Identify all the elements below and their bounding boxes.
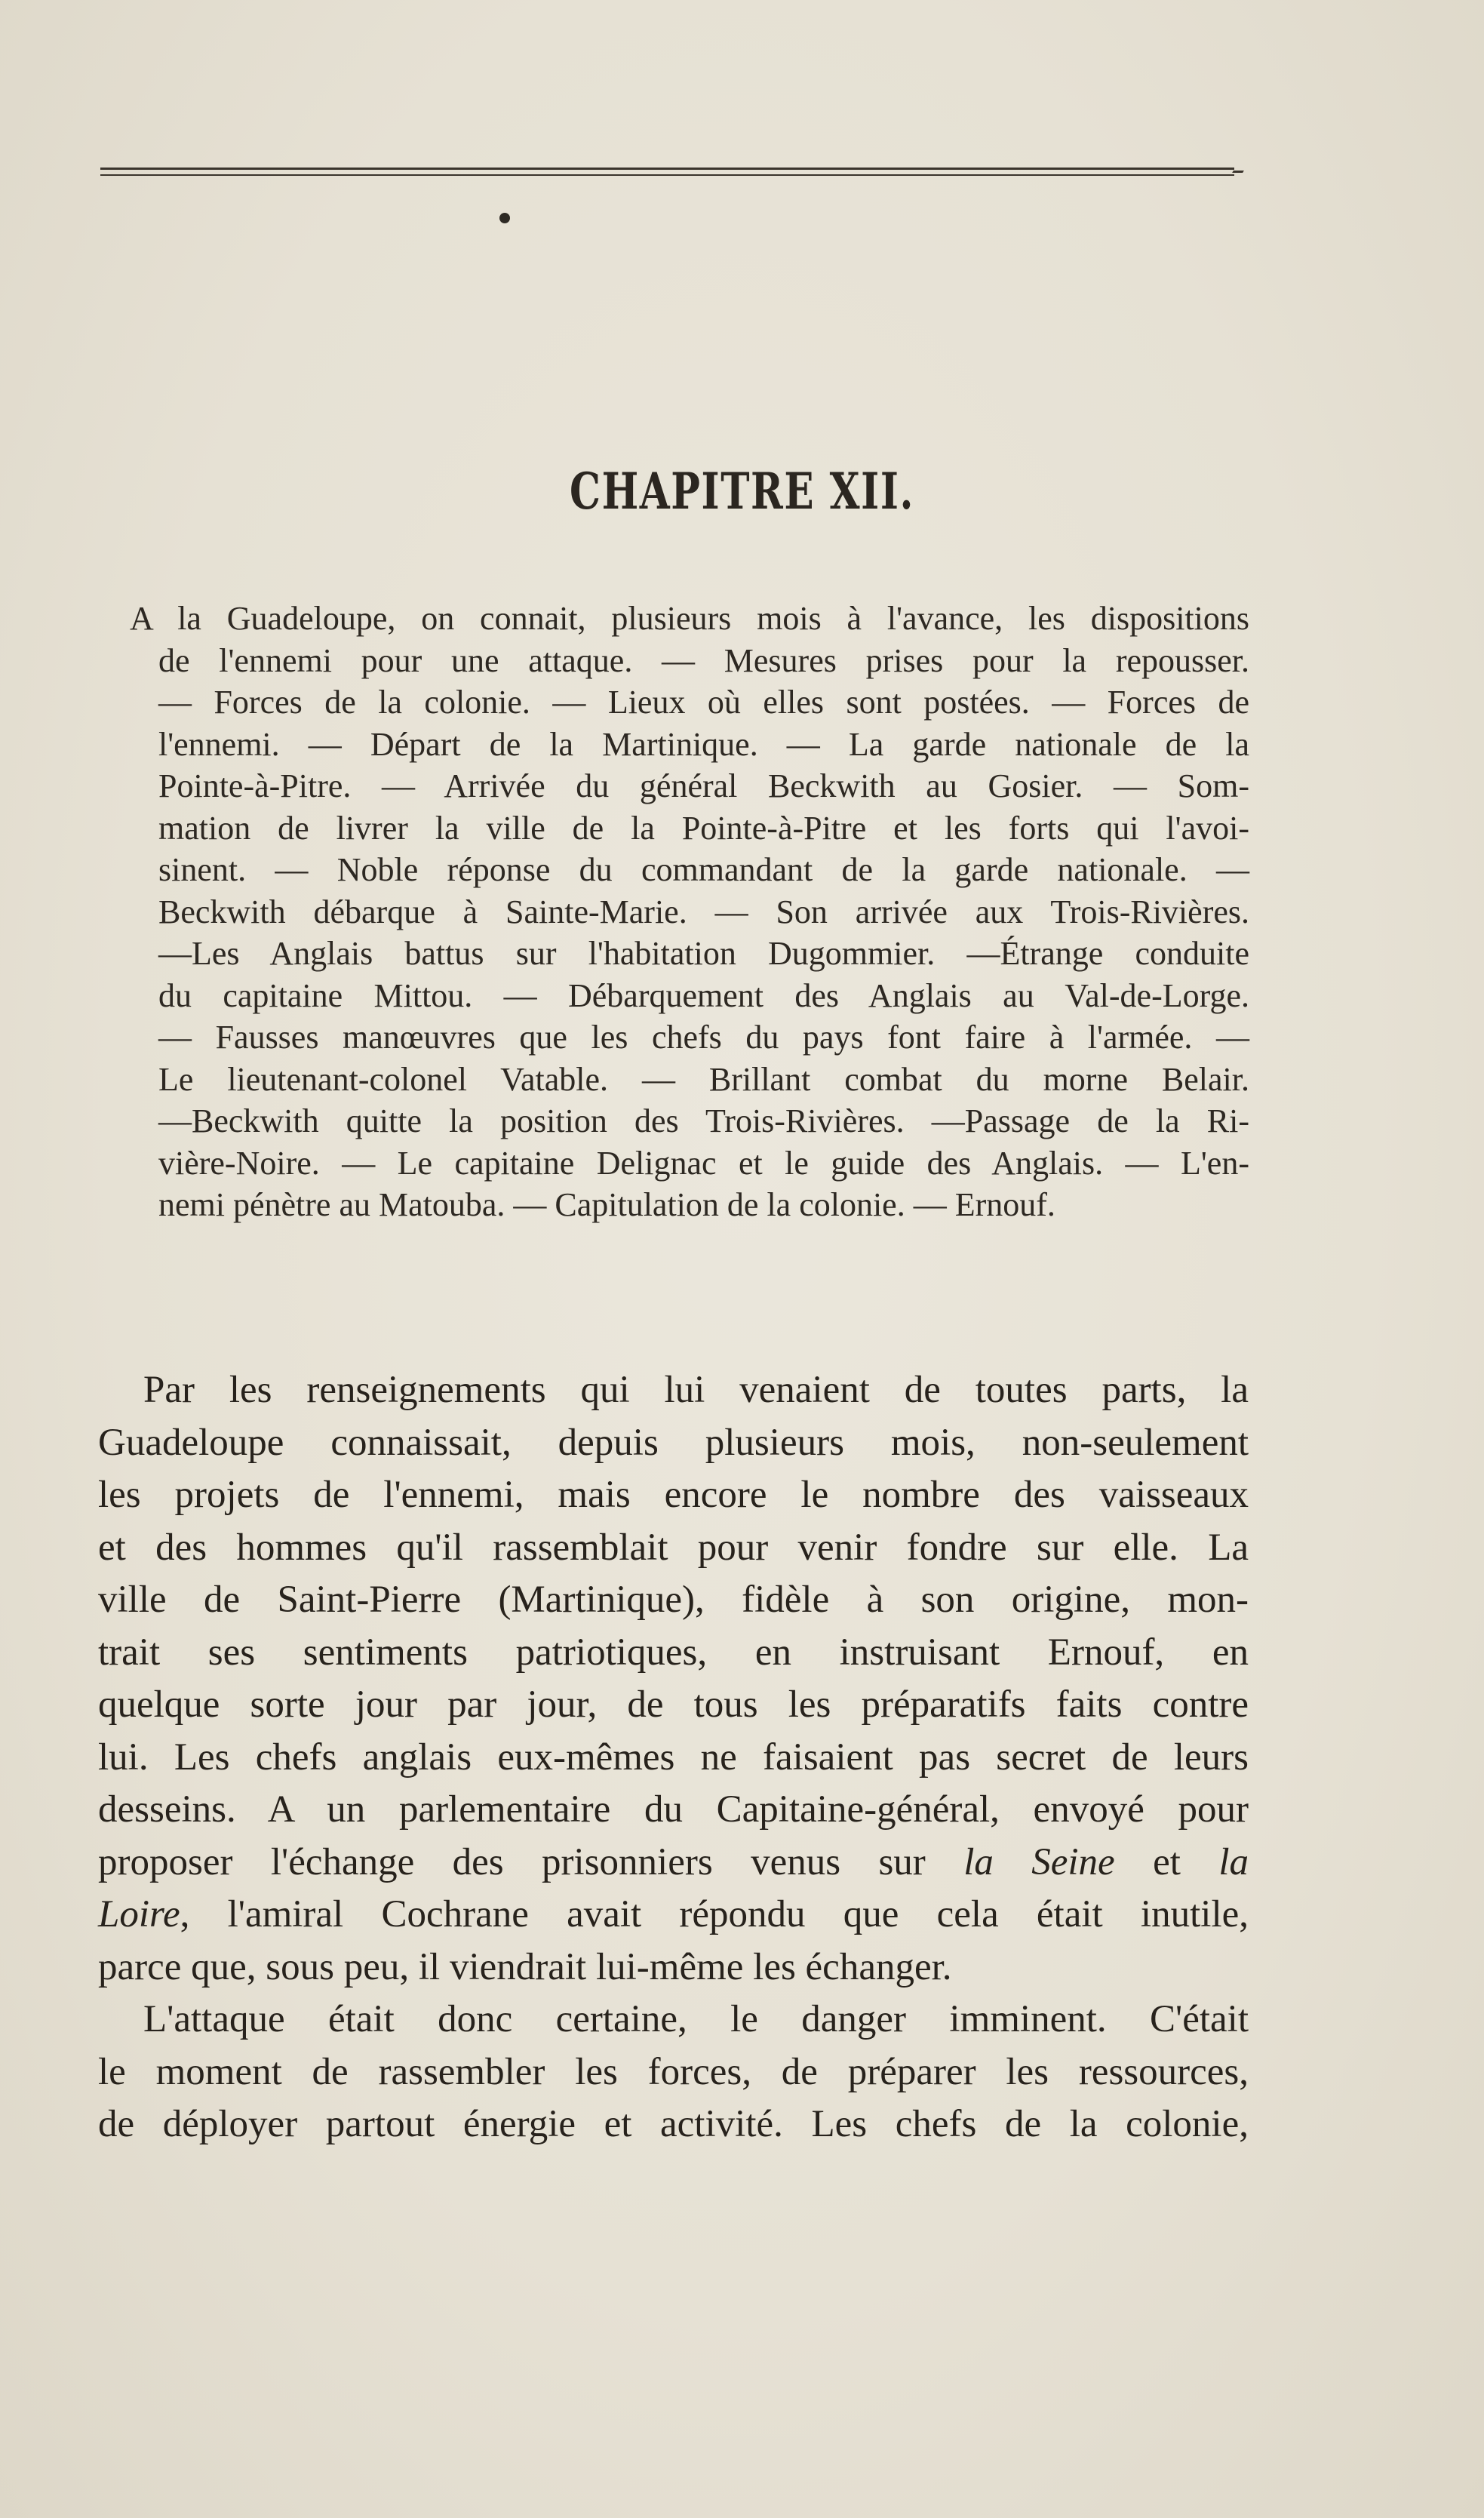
summary-line: l'ennemi. — Départ de la Martinique. — La garde nationale de la [158, 725, 1249, 763]
summary-line: Pointe-à-Pitre. — Arrivée du général Beckwith au Gosier. — Som- [158, 767, 1249, 804]
summary-line: Le lieutenant-colonel Vatable. — Brillant combat du morne Belair. [158, 1060, 1249, 1098]
body-line: le moment de rassembler les forces, de préparer les ressources, [98, 2050, 1249, 2093]
body-line: lui. Les chefs anglais eux-mêmes ne faisaient pas secret de leurs [98, 1736, 1249, 1779]
body-line: trait ses sentiments patriotiques, en instruisant Ernouf, en [98, 1631, 1249, 1674]
body-line: ville de Saint-Pierre (Martinique), fidèle à son origine, mon- [98, 1579, 1249, 1621]
chapter-title: CHAPITRE XII. [570, 462, 914, 521]
body-text-run: et [1114, 1840, 1219, 1883]
summary-line: — Forces de la colonie. — Lieux où elles sont postées. — Forces de [158, 684, 1249, 721]
body-text-run: proposer l'échange des prisonniers venus sur [98, 1840, 964, 1883]
italic-ship-name: la Seine [963, 1840, 1115, 1883]
summary-line: —Beckwith quitte la position des Trois-Rivières. —Passage de la Ri- [158, 1102, 1249, 1139]
body-line: et des hommes qu'il rassemblait pour venir fondre sur elle. La [98, 1526, 1249, 1569]
body-line: L'attaque était donc certaine, le danger imminent. C'était [143, 1998, 1249, 2040]
summary-line: nemi pénètre au Matouba. — Capitulation de la colonie. — Ernouf. [158, 1186, 1055, 1223]
summary-line: Beckwith débarque à Sainte-Marie. — Son arrivée aux Trois-Rivières. [158, 893, 1249, 930]
chapter-summary [130, 598, 1249, 1226]
summary-line: de l'ennemi pour une attaque. — Mesures prises pour la repousser. [158, 641, 1249, 679]
italic-ship-name: Loire [98, 1893, 180, 1935]
body-text-run: , l'amiral Cochrane avait répondu que cela était inutile, [180, 1893, 1249, 1935]
ornament-dot [499, 213, 510, 223]
summary-line: sinent. — Noble réponse du commandant de la garde nationale. — [158, 851, 1249, 888]
summary-line: —Les Anglais battus sur l'habitation Dugommier. —Étrange conduite [158, 935, 1249, 972]
summary-line: A la Guadeloupe, on connait, plusieurs mois à l'avance, les dispositions [130, 600, 1249, 637]
body-line: Par les renseignements qui lui venaient de toutes parts, la [143, 1369, 1249, 1411]
body-text [98, 1364, 1249, 2151]
body-line: parce que, sous peu, il viendrait lui-même les échanger. [98, 1945, 952, 1988]
body-line: Guadeloupe connaissait, depuis plusieurs mois, non-seulement [98, 1421, 1249, 1464]
body-line [98, 1889, 1249, 1942]
body-line: les projets de l'ennemi, mais encore le nombre des vaisseaux [98, 1474, 1249, 1516]
header-rule [100, 168, 1234, 176]
summary-line: du capitaine Mittou. — Débarquement des Anglais au Val-de-Lorge. [158, 976, 1249, 1014]
body-line: desseins. A un parlementaire du Capitaine-général, envoyé pour [98, 1788, 1249, 1831]
summary-line: mation de livrer la ville de la Pointe-à-Pitre et les forts qui l'avoi- [158, 809, 1249, 847]
summary-line: vière-Noire. — Le capitaine Delignac et le guide des Anglais. — L'en- [158, 1144, 1249, 1182]
summary-line: — Fausses manœuvres que les chefs du pays font faire à l'armée. — [158, 1019, 1249, 1056]
body-line: quelque sorte jour par jour, de tous les préparatifs faits contre [98, 1683, 1249, 1726]
body-line [98, 1837, 1249, 1889]
body-line: de déployer partout énergie et activité. Les chefs de la colonie, [98, 2103, 1249, 2145]
italic-ship-name: la [1218, 1840, 1249, 1883]
